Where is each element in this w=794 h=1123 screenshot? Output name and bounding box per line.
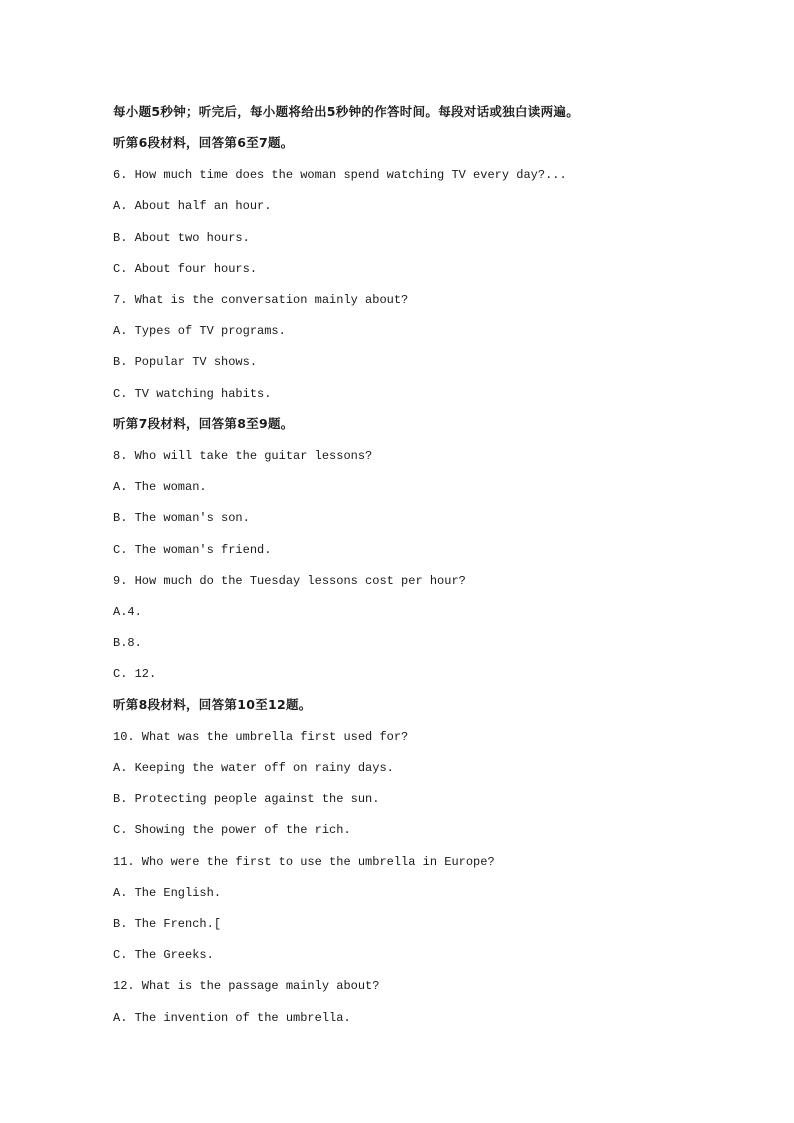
answer-option: C. TV watching habits. [113,387,272,401]
question-stem: 9. How much do the Tuesday lessons cost per hour? [113,574,466,588]
section-heading: 听第8段材料，回答第10至12题。 [113,697,312,712]
instructions-text: 每小题5秒钟；听完后，每小题将给出5秒钟的作答时间。每段对话或独白读两遍。 [113,104,579,119]
answer-option: C. 12. [113,667,157,681]
question-stem: 8. Who will take the guitar lessons? [113,449,373,463]
answer-option: A. About half an hour. [113,199,272,213]
answer-option: B. About two hours. [113,231,250,245]
answer-option: C. The Greeks. [113,948,214,962]
answer-option: A.4. [113,605,142,619]
answer-option: B. Protecting people against the sun. [113,792,380,806]
question-stem: 7. What is the conversation mainly about? [113,293,409,307]
answer-option: C. About four hours. [113,262,258,276]
question-stem: 11. Who were the first to use the umbrella in Europe? [113,855,495,869]
answer-option: A. The woman. [113,480,207,494]
answer-option: A. Types of TV programs. [113,324,286,338]
answer-option: B. Popular TV shows. [113,355,258,369]
answer-option: A. Keeping the water off on rainy days. [113,761,394,775]
question-stem: 12. What is the passage mainly about? [113,979,380,993]
section-heading: 听第6段材料，回答第6至7题。 [113,135,294,150]
answer-option: A. The invention of the umbrella. [113,1011,351,1025]
question-stem: 6. How much time does the woman spend watching TV every day?... [113,168,567,182]
answer-option: C. Showing the power of the rich. [113,823,351,837]
answer-option: B. The French.[ [113,917,222,931]
section-heading: 听第7段材料，回答第8至9题。 [113,416,294,431]
answer-option: B.8. [113,636,142,650]
answer-option: A. The English. [113,886,222,900]
answer-option: C. The woman's friend. [113,543,272,557]
question-stem: 10. What was the umbrella first used for? [113,730,409,744]
answer-option: B. The woman's son. [113,511,250,525]
